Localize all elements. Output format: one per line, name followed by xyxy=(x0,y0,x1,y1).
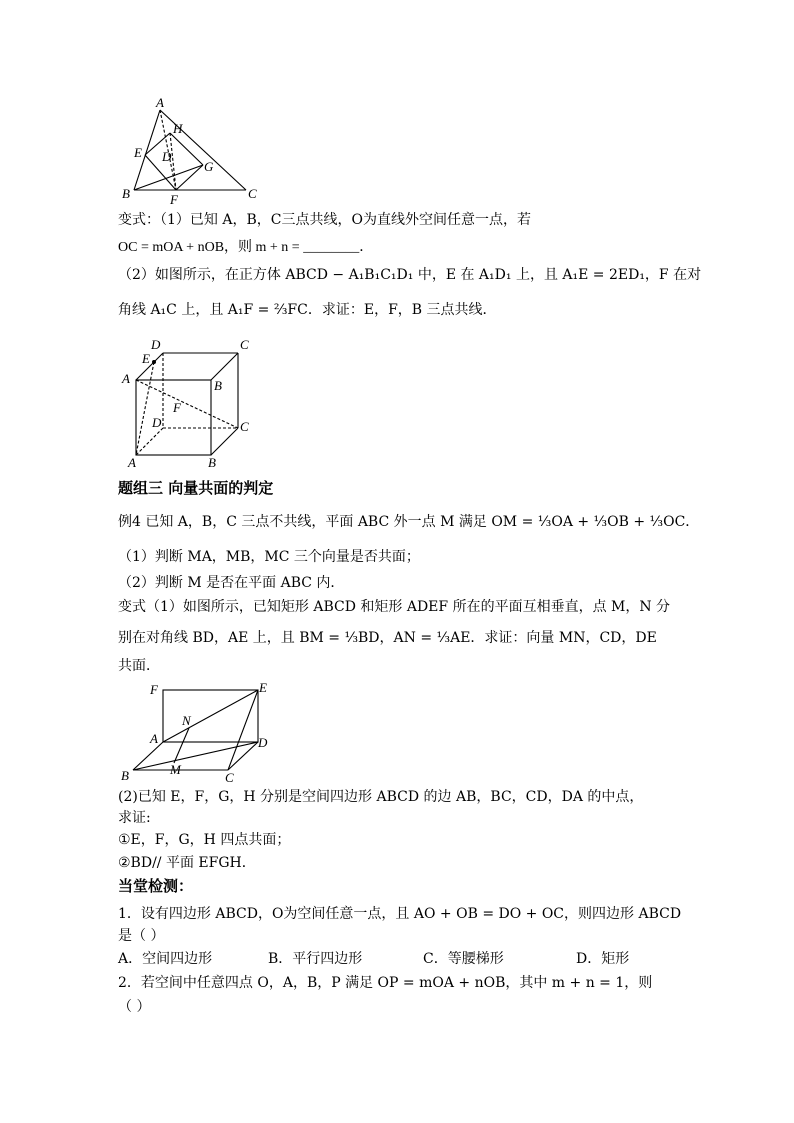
option-d: D．矩形 xyxy=(576,951,630,967)
label-E: E xyxy=(134,145,142,160)
text-line: 变式（1）如图所示，已知矩形 ABCD 和矩形 ADEF 所在的平面互相垂直，点 M，N 分 xyxy=(118,599,671,615)
text-line: 别在对角线 BD，AE 上，且 BM = ⅓BD，AN = ⅓AE．求证：向量 MN，CD，DE xyxy=(118,630,657,646)
text-line: （2）判断 M 是否在平面 ABC 内． xyxy=(118,575,345,591)
label-D: D xyxy=(152,415,162,430)
label-A: A xyxy=(156,95,164,110)
label-D: D xyxy=(258,735,268,750)
figure-cube xyxy=(118,335,258,470)
section-heading: 当堂检测： xyxy=(118,877,194,895)
question-2: 2．若空间中任意四点 O，A，B，P 满足 OP = mOA + nOB，其中 m + n = 1，则 xyxy=(118,975,653,991)
label-B: B xyxy=(208,455,216,470)
label-E: E xyxy=(142,351,150,366)
text-line: 求证: xyxy=(118,810,151,826)
text-line: ②BD// 平面 EFGH． xyxy=(118,855,256,871)
question-1-cont: 是（ ） xyxy=(118,928,165,944)
label-A: A xyxy=(150,731,158,746)
label-M: M xyxy=(170,762,181,777)
text-line: 共面． xyxy=(118,658,160,674)
text-line: ①E，F，G，H 四点共面； xyxy=(118,832,291,848)
option-b: B．平行四边形 xyxy=(268,951,363,967)
text-line: （2）如图所示，在正方体 ABCD − A₁B₁C₁D₁ 中，E 在 A₁D₁ 上，且 A₁E = 2ED₁，F 在对 xyxy=(118,267,702,283)
text-line: 例4 已知 A，B，C 三点不共线，平面 ABC 外一点 M 满足 OM = ⅓OA + ⅓OB + ⅓OC． xyxy=(118,514,700,530)
label-A: A xyxy=(128,455,136,470)
text-line: OC = mOA + nOB，则 m + n = ________． xyxy=(118,240,374,255)
figure-rectangles xyxy=(118,680,278,785)
label-C: C xyxy=(240,419,249,434)
label-F: F xyxy=(173,400,181,415)
text-line: 角线 A₁C 上，且 A₁F = ⅔FC．求证：E，F，B 三点共线． xyxy=(118,302,497,318)
label-H: H xyxy=(173,121,183,136)
label-G: G xyxy=(204,159,214,174)
figure-triangle-abc xyxy=(118,95,268,205)
label-D1: D xyxy=(151,337,161,352)
label-F: F xyxy=(150,682,158,697)
label-C: C xyxy=(248,186,257,201)
label-C1: C xyxy=(240,337,249,352)
label-A1: A xyxy=(122,371,130,386)
section-heading: 题组三 向量共面的判定 xyxy=(118,479,274,497)
text-line: （1）判断 MA，MB，MC 三个向量是否共面； xyxy=(118,549,420,565)
question-2-cont: （ ） xyxy=(118,999,151,1015)
text-line: (2)已知 E，F，G，H 分别是空间四边形 ABCD 的边 AB，BC，CD，DA 的中点， xyxy=(118,789,644,805)
label-B: B xyxy=(122,186,130,201)
label-N: N xyxy=(182,713,191,728)
label-B: B xyxy=(121,768,129,783)
label-D: D xyxy=(162,149,172,164)
label-B1: B xyxy=(214,378,222,393)
option-c: C．等腰梯形 xyxy=(423,951,504,967)
option-a: A．空间四边形 xyxy=(118,951,213,967)
label-E: E xyxy=(259,680,267,695)
label-C: C xyxy=(225,770,234,785)
label-F: F xyxy=(170,192,178,207)
text-line: 变式：（1）已知 A，B，C三点共线，O为直线外空间任意一点，若 xyxy=(118,212,531,228)
question-1: 1．设有四边形 ABCD，O为空间任意一点，且 AO + OB = DO + OC，则四边形 ABCD xyxy=(118,906,682,922)
